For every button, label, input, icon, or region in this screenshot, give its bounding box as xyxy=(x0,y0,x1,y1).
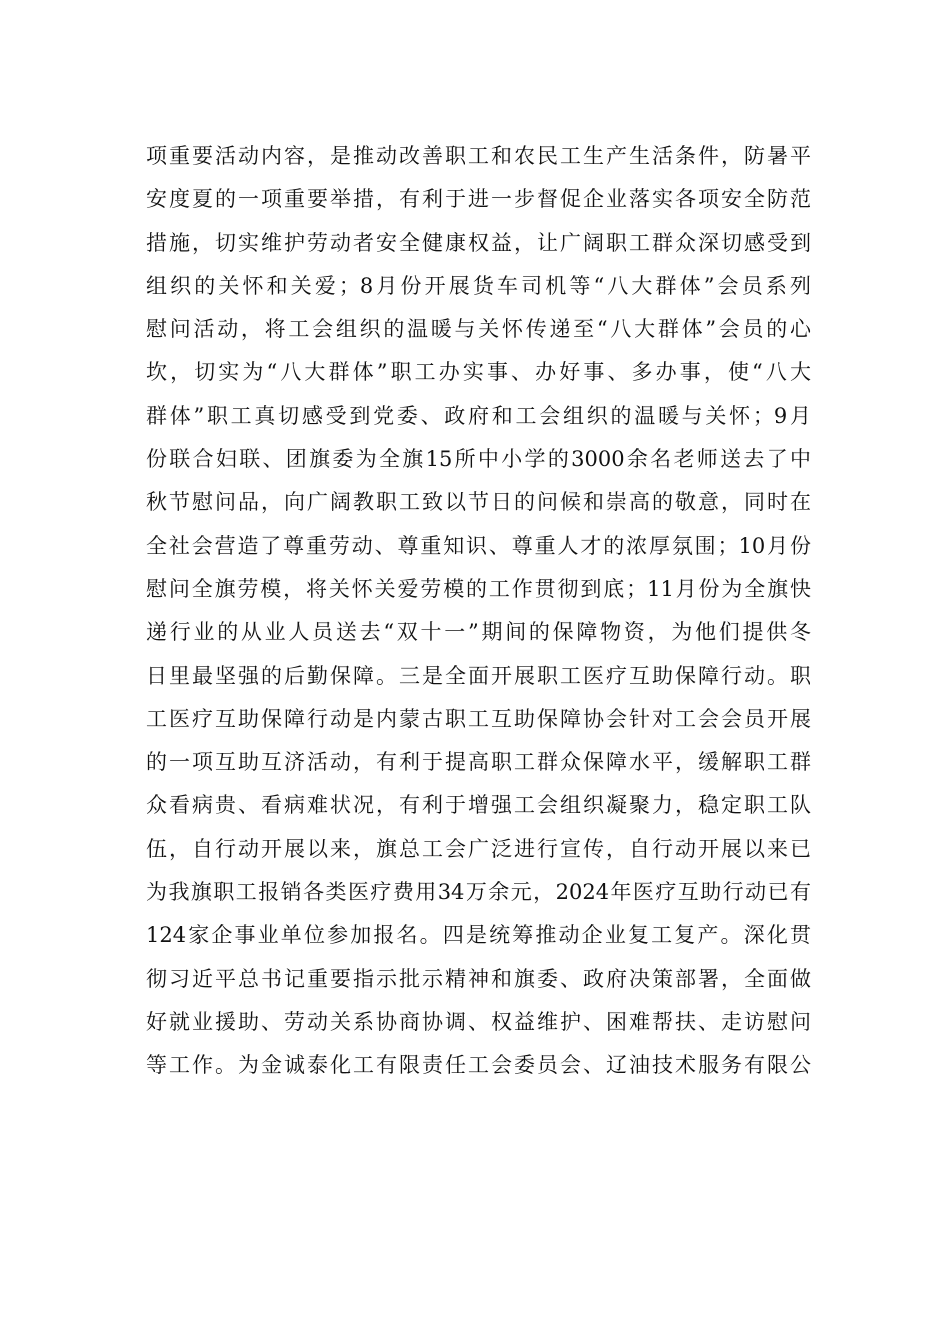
text-line: 的一项互助互济活动，有利于提高职工群众保障水平，缓解职工群 xyxy=(146,750,811,775)
text-line: 组织的关怀和关爱；8月份开展货车司机等“八大群体”会员系列 xyxy=(146,273,811,298)
text-line: 安度夏的一项重要举措，有利于进一步督促企业落实各项安全防范 xyxy=(146,187,811,212)
text-line: 工医疗互助保障行动是内蒙古职工互助保障协会针对工会会员开展 xyxy=(146,706,811,731)
text-line: 慰问活动，将工会组织的温暖与关怀传递至“八大群体”会员的心 xyxy=(146,317,811,342)
text-line: 递行业的从业人员送去“双十一”期间的保障物资，为他们提供冬 xyxy=(146,620,811,645)
text-line: 为我旗职工报销各类医疗费用34万余元，2024年医疗互助行动已有 xyxy=(146,880,811,905)
text-line: 众看病贵、看病难状况，有利于增强工会组织凝聚力，稳定职工队 xyxy=(146,793,811,818)
text-line: 项重要活动内容，是推动改善职工和农民工生产生活条件，防暑平 xyxy=(146,144,811,168)
text-line: 坎，切实为“八大群体”职工办实事、办好事、多办事，使“八大 xyxy=(146,360,811,385)
text-line: 等工作。为金诚泰化工有限责任工会委员会、辽油技术服务有限公 xyxy=(146,1053,811,1078)
text-line: 全社会营造了尊重劳动、尊重知识、尊重人才的浓厚氛围；10月份 xyxy=(146,533,811,558)
text-line: 日里最坚强的后勤保障。三是全面开展职工医疗互助保障行动。职 xyxy=(146,663,811,688)
text-line: 份联合妇联、团旗委为全旗15所中小学的3000余名老师送去了中 xyxy=(146,447,811,472)
text-line: 伍，自行动开展以来，旗总工会广泛进行宣传，自行动开展以来已 xyxy=(146,836,811,861)
text-line: 124家企事业单位参加报名。四是统筹推动企业复工复产。深化贯 xyxy=(146,923,811,948)
text-line: 措施，切实维护劳动者安全健康权益，让广阔职工群众深切感受到 xyxy=(146,230,811,255)
body-text xyxy=(146,135,811,1088)
text-line: 慰问全旗劳模，将关怀关爱劳模的工作贯彻到底；11月份为全旗快 xyxy=(146,576,811,601)
text-line: 群体”职工真切感受到党委、政府和工会组织的温暖与关怀；9月 xyxy=(146,403,811,428)
text-line: 彻习近平总书记重要指示批示精神和旗委、政府决策部署，全面做 xyxy=(146,966,811,991)
text-line: 好就业援助、劳动关系协商协调、权益维护、困难帮扶、走访慰问 xyxy=(146,1009,811,1034)
text-line: 秋节慰问品，向广阔教职工致以节日的问候和崇高的敬意，同时在 xyxy=(146,490,811,515)
